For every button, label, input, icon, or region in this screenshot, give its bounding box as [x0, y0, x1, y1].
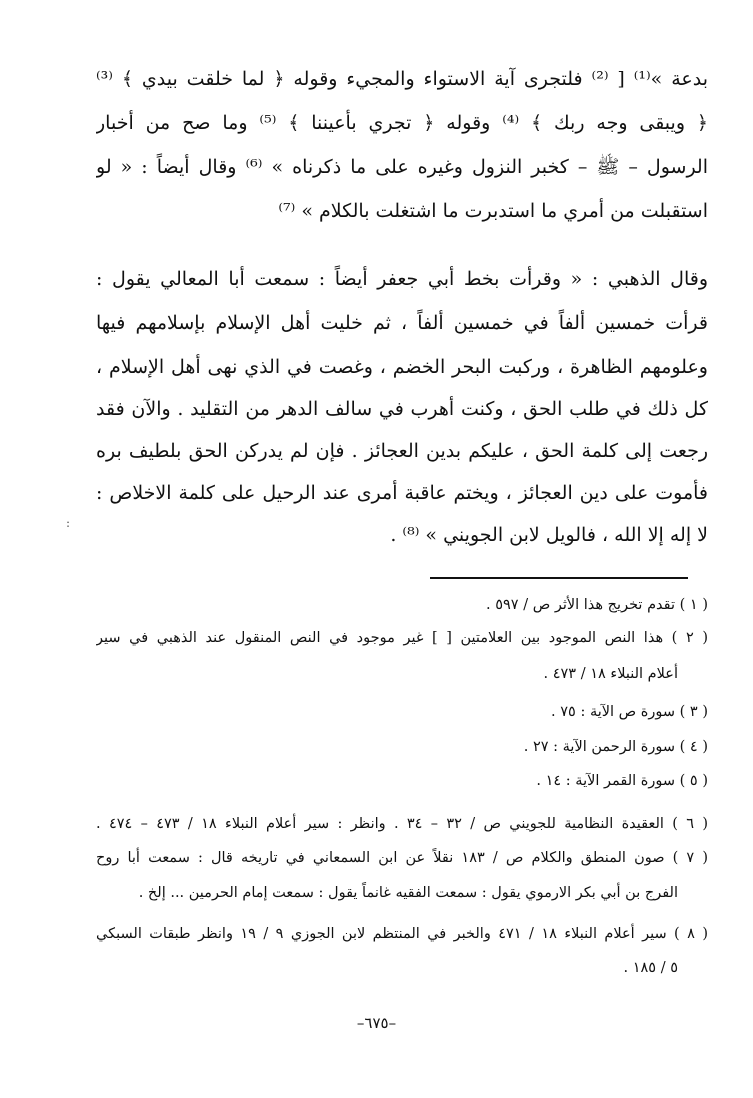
footnote-3: ( ٣ ) سورة ص الآية : ٧٥ .: [551, 704, 708, 720]
body-line-11: لا إله إلا الله ، فالويل لابن الجويني » ⁽⁸⁾ .: [390, 524, 708, 546]
footnote-6: ( ٦ ) العقيدة النظامية للجويني ص / ٣٢ – ٣٤ . وانظر : سير أعلام النبلاء ١٨ / ٤٧٣ – ٤٧٤ .: [96, 816, 708, 832]
body-line-4: استقبلت من أمري ما استدبرت ما اشتغلت بالكلام » ⁽⁷⁾: [278, 200, 708, 222]
footnote-1: ( ١ ) تقدم تخريج هذا الأثر ص / ٥٩٧ .: [486, 597, 708, 613]
footnote-8-continued: ٥ / ١٨٥ .: [623, 960, 678, 976]
footnote-2-continued: أعلام النبلاء ١٨ / ٤٧٣ .: [543, 666, 678, 682]
body-line-5: وقال الذهبي : « وقرأت بخط أبي جعفر أيضاً : سمعت أبا المعالي يقول :: [96, 268, 708, 290]
footnote-8: ( ٨ ) سير أعلام النبلاء ١٨ / ٤٧١ والخبر في المنتظم لابن الجوزي ٩ / ١٩ وانظر طبقات السبكي: [96, 926, 708, 942]
body-line-8: كل ذلك في طلب الحق ، وكنت أهرب في سالف الدهر من التقليد . والآن فقد: [96, 398, 708, 420]
body-line-9: رجعت إلى كلمة الحق ، عليكم بدين العجائز . فإن لم يدركن الحق بلطيف بره: [96, 440, 708, 462]
footnote-2: ( ٢ ) هذا النص الموجود بين العلامتين [ ] غير موجود في النص المنقول عند الذهبي في سير: [96, 630, 708, 646]
body-line-3: الرسول – ﷺ – كخبر النزول وغيره على ما ذكرناه » ⁽⁶⁾ وقال أيضاً : « لو: [96, 156, 708, 178]
body-line-10: فأموت على دين العجائز ، ويختم عاقبة أمرى عند الرحيل على كلمة الاخلاص :: [96, 482, 708, 504]
body-line-2: ﴿ ويبقى وجه ربك ﴾ ⁽⁴⁾ وقوله ﴿ تجري بأعيننا ﴾ ⁽⁵⁾ وما صح من أخبار: [96, 112, 708, 134]
footnote-7: ( ٧ ) صون المنطق والكلام ص / ١٨٣ نقلاً عن ابن السمعاني في تاريخه قال : سمعت أبا روح: [96, 850, 708, 866]
footnote-5: ( ٥ ) سورة القمر الآية : ١٤ .: [536, 773, 708, 789]
footnote-separator: [430, 577, 688, 579]
footnote-4: ( ٤ ) سورة الرحمن الآية : ٢٧ .: [523, 739, 708, 755]
margin-mark: :: [66, 516, 71, 530]
body-line-1: بدعة »⁽¹⁾ [ ⁽²⁾ فلتجرى آية الاستواء والمجيء وقوله ﴿ لما خلقت بيدي ﴾ ⁽³⁾: [96, 68, 708, 90]
body-line-6: قرأت خمسين ألفاً في خمسين ألفاً ، ثم خليت أهل الإسلام بإسلامهم فيها: [96, 312, 708, 334]
footnote-7-continued: الفرج بن أبي بكر الارموي يقول : سمعت الفقيه غانماً يقول : سمعت إمام الحرمين ... إلخ .: [138, 885, 678, 901]
page-number: –٦٧٥–: [356, 1014, 397, 1032]
body-line-7: وعلومهم الظاهرة ، وركبت البحر الخضم ، وغصت في الذي نهى أهل الإسلام ،: [96, 356, 708, 378]
